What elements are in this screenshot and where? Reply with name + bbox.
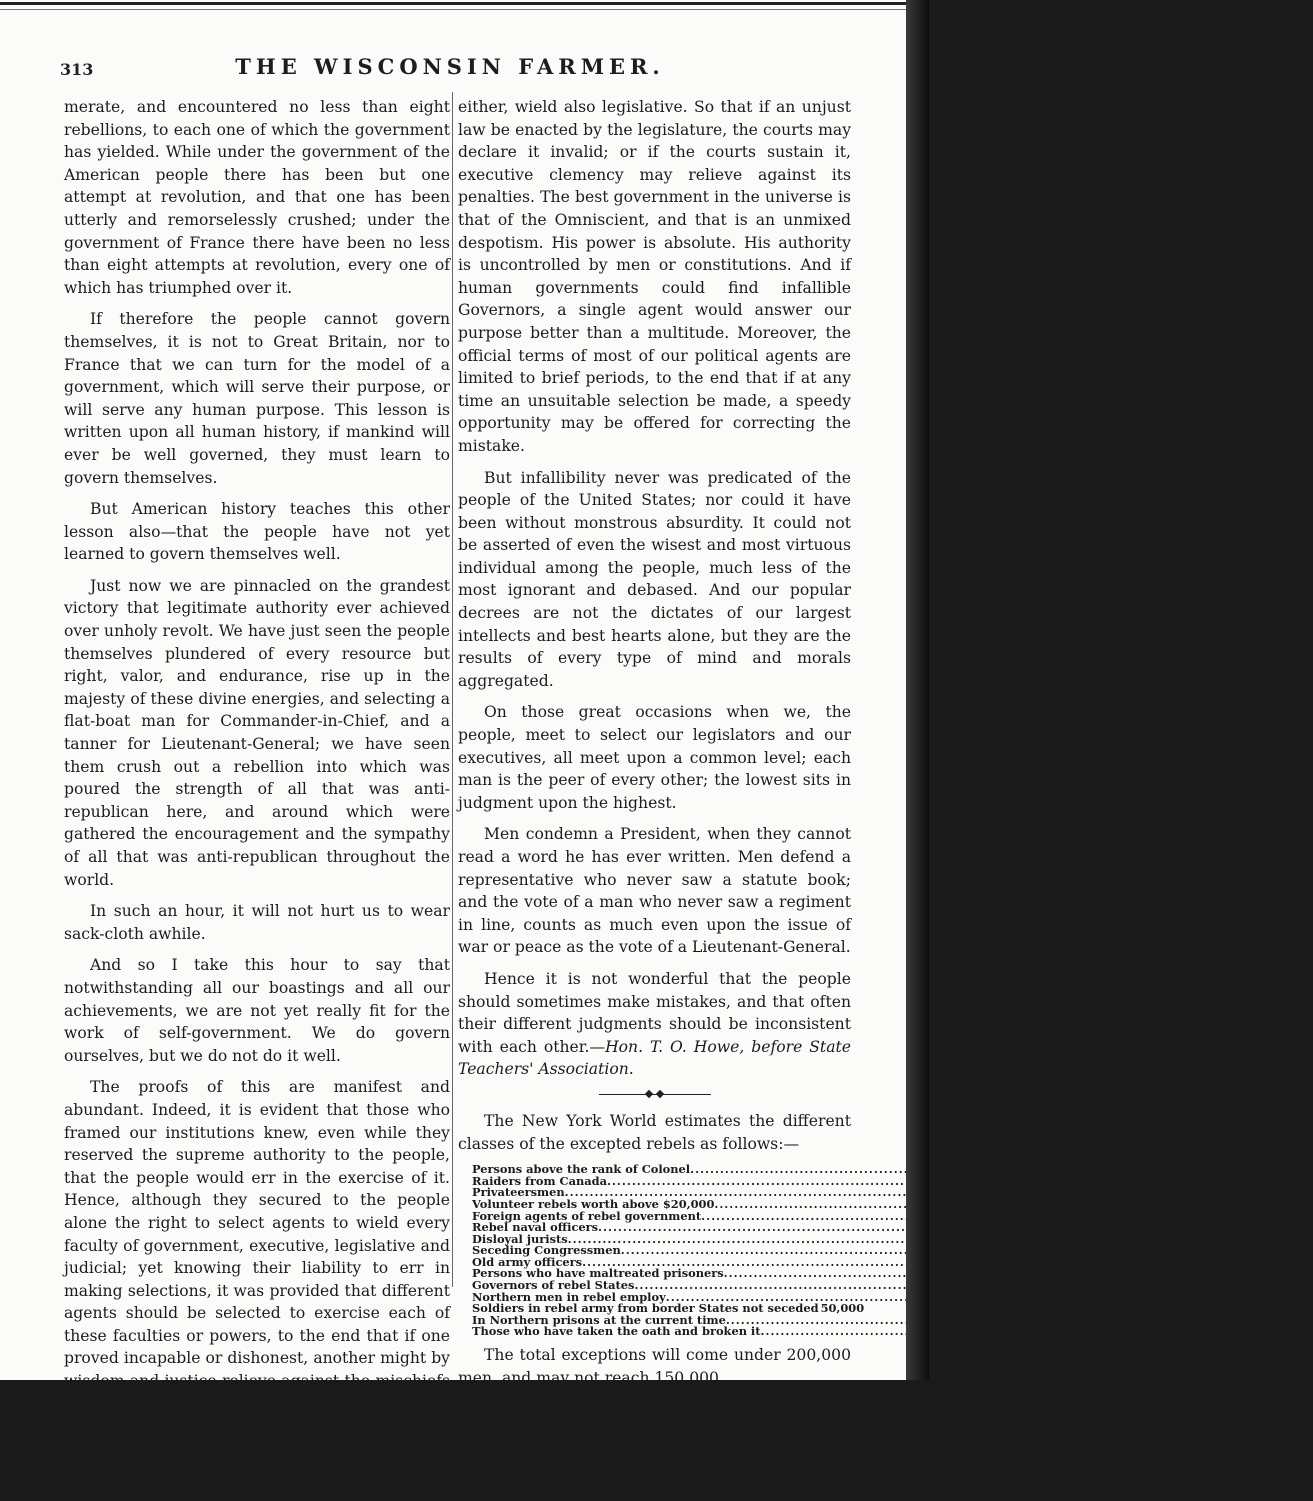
page-number: 313: [60, 60, 94, 79]
estimate-label: Disloyal jurists: [472, 1231, 568, 1246]
scan-edge-shadow: [906, 0, 929, 1380]
estimate-label: Seceding Congressmen: [472, 1243, 621, 1258]
estimate-value: 400: [1198, 1162, 1223, 1177]
estimate-value: 150: [1106, 1220, 1131, 1235]
paragraph: But infallibility never was predicated of the people of the United States; nor could it have been without monstrous absurdity. It could not be asserted of even the wisest and most virtuous individual among the people, much less of the most ignorant and debased. And our popular decrees are not the dictates of our largest intellects and best hearts alone, but they are the results of every type of mind and morals aggregated.: [458, 468, 851, 690]
estimate-value: 2,000: [1115, 1173, 1152, 1188]
paragraph: Men condemn a President, when they cannot read a word he has ever written. Men defend a representative who never saw a statute book; and the vote of a man who never saw a regiment in line, counts as much even upon the issue of war or peace as the vote of a Lieutenant-General.: [458, 825, 851, 957]
estimate-value: 200: [1209, 1208, 1234, 1223]
paragraph: On those great occasions when we, the people, meet to select our legislators and our executives, all meet upon a common level; each man is the peer of every other; the lowest sits in judgment upon the highest.: [458, 703, 851, 812]
paragraph: Just now we are pinnacled on the grandest victory that legitimate authority ever achieved over unholy revolt. We have just seen the people themselves plundered of every resource but right, valor, and endurance, rise up in the majesty of these divine energies, and selecting a flat-boat man for Commander-in-Chief, and a tanner for Lieutenant-General; we have seen them crush out a rebellion into which was poured the strength of all that was anti-republican here, and around which were gathered the encouragement and the sympathy of all that was anti-republican throughout the world.: [64, 576, 450, 889]
paragraph: But American history teaches this other lesson also—that the people have not yet learned to govern themselves well.: [64, 500, 450, 564]
paragraph-with-attribution: [458, 968, 851, 1081]
closing-paragraph: The total exceptions will come under 200,000 men, and may not reach 150,000.: [458, 1346, 851, 1387]
estimate-value: 60,000: [1222, 1196, 1267, 1211]
estimate-label: Northern men in rebel employ: [472, 1289, 666, 1304]
estimates-table: [472, 1162, 1313, 1339]
estimate-value: 50,000: [820, 1301, 865, 1316]
estimate-value: 400: [1174, 1289, 1199, 1304]
section-separator: [599, 1090, 711, 1098]
estimate-label: Persons who have maltreated prisoners: [472, 1266, 724, 1281]
estimate-value: 800: [1232, 1266, 1256, 1281]
top-border-rule: [0, 2, 906, 5]
left-column: [64, 96, 450, 1501]
estimate-label: In Northern prisons at the current time: [472, 1312, 726, 1327]
estimate-row: [472, 1324, 1313, 1339]
estimate-value: 3,500: [1073, 1185, 1109, 1200]
paragraph-text: Hence it is not wonderful that the people should sometimes make mistakes, and that often their different judgments should be inconsistent with each other.—: [458, 969, 851, 1056]
leader-dots: [761, 1326, 1268, 1338]
estimate-label: Volunteer rebels worth above $20,000: [472, 1196, 715, 1211]
estimate-value: 19: [1142, 1278, 1159, 1293]
estimate-label: Persons above the rank of Colonel: [472, 1162, 691, 1177]
estimate-label: Foreign agents of rebel government: [472, 1208, 702, 1223]
paragraph: The same agents cannot wield both executive and judicial power, nor can those who wield: [64, 1426, 450, 1490]
estimate-label: Soldiers in rebel army from border States not seceded: [472, 1301, 819, 1316]
right-column: [458, 96, 1313, 1398]
paragraph: In such an hour, it will not hurt us to wear sack-cloth awhile.: [64, 902, 450, 943]
attribution: Hon. T. O. Howe, before State Teachers' Association.: [458, 1037, 851, 1079]
estimate-label: Privateersmen: [472, 1185, 565, 1200]
estimate-label: Those who have taken the oath and broken it: [472, 1324, 761, 1339]
estimate-label: Governors of rebel States: [472, 1278, 635, 1293]
estimate-value: 28,000: [1234, 1312, 1278, 1327]
estimate-value: 30,000: [1269, 1324, 1313, 1339]
running-head: THE WISCONSIN FARMER.: [235, 54, 665, 79]
estimate-label: Old army officers: [472, 1254, 583, 1269]
world-intro: The New York World estimates the different classes of the excepted rebels as follows:—: [458, 1111, 851, 1153]
estimate-value: 80: [1076, 1231, 1093, 1246]
column-divider: [452, 92, 453, 1287]
paragraph: The proofs of this are manifest and abundant. Indeed, it is evident that those who framed our institutions knew, even while they reserved the supreme authority to the people, that the people would err in the exercise of it. Hence, although they secured to the people alone the right to select agents to wield every faculty of government, executive, legislative and judicial; yet knowing their liability to err in making selections, it was provided that different agents should be selected to exercise each of these faculties or powers, to the end that if one proved incapable or dishonest, another might by wisdom and justice relieve against the mischiefs of such a selection.: [64, 1078, 450, 1413]
top-border-thin-rule: [0, 9, 906, 10]
estimate-value: 149: [1129, 1243, 1154, 1258]
paragraph: If therefore the people cannot govern themselves, it is not to Great Britain, nor to France that we can turn for the model of a government, which will serve their purpose, or will serve any human purpose. This lesson is written upon all human history, if mankind will ever be well governed, they must learn to govern themselves.: [64, 310, 450, 487]
paragraph: merate, and encountered no less than eight rebellions, to each one of which the government has yielded. While under the government of the American people there has been but one attempt at revolution, and that one has been utterly and remorselessly crushed; under the government of France there have been no less than eight attempts at revolution, every one of which has triumphed over it.: [64, 98, 450, 297]
estimate-label: Raiders from Canada: [472, 1173, 607, 1188]
paragraph: either, wield also legislative. So that if an unjust law be enacted by the legislature, the courts may declare it invalid; or if the courts sustain it, executive clemency may relieve against its penalties. The best government in the universe is that of the Omniscient, and that is an unmixed despotism. His power is absolute. His authority is uncontrolled by men or constitutions. And if human governments could find infallible Governors, a single agent would answer our purpose better than a multitude. Moreover, the official terms of most of our political agents are limited to brief periods, to the end that if at any time an unsuitable selection be made, a speedy opportunity may be offered for correcting the mistake.: [458, 98, 851, 455]
paragraph: And so I take this hour to say that notwithstanding all our boastings and all our achievements, we are not yet really fit for the work of self-government. We do govern ourselves, but we do not do it well.: [64, 956, 450, 1065]
estimate-value: 159: [1090, 1254, 1115, 1269]
estimate-label: Rebel naval officers: [472, 1220, 599, 1235]
